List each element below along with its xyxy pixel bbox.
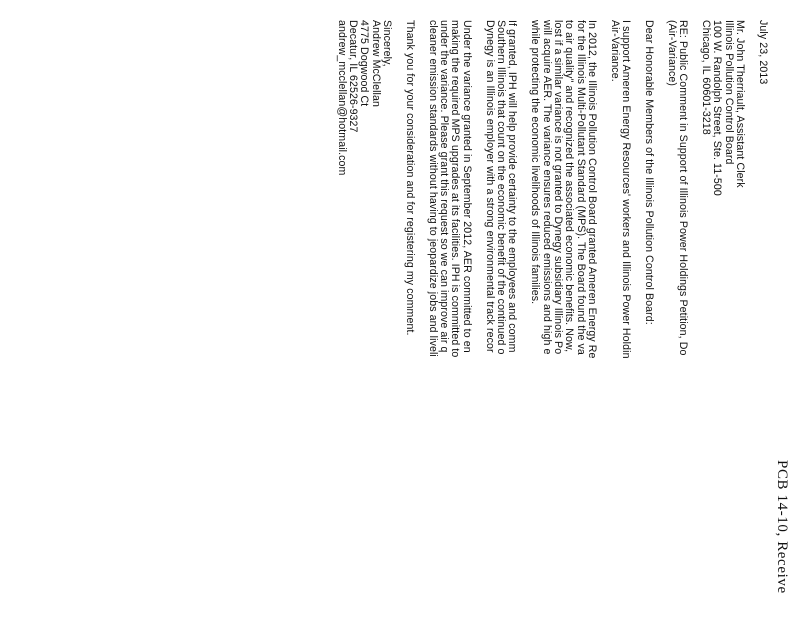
paragraph-line: under the variance. Please grant this request so we can improve air q [438,20,451,353]
subject-line: RE: Public Comment in Support of Illinois Power Holdings Petition, Do [677,20,690,356]
sender-name: Andrew McClellan [369,20,382,107]
paragraph-line: I support Ameren Energy Resources' workers and Illinois Power Holdin [620,20,633,359]
paragraph-line: will acquire AER. The variance ensures reduced emissions and high e [540,20,553,355]
signoff: Sincerely, [381,20,394,67]
paragraph-line: Air-Variance. [608,20,621,82]
paragraph-line: Dynegy is an Illinois employer with a strong environmental track recor [483,20,496,353]
salutation: Dear Honorable Members of the Illinois Pollution Control Board: [643,20,656,325]
sender-address: 4775 Dogwood Ct [358,20,371,107]
paragraph-line: making the required MPS upgrades at its facilities. IPH is committed to [449,20,462,358]
letter-body [335,20,768,618]
recipient-line: Mr. John Therriault, Assistant Clerk [734,20,747,188]
closing-line: Thank you for your consideration and for registering my comment. [403,20,416,336]
paragraph-line: cleaner emission standards without having to jeopardize jobs and liveli [426,20,439,357]
sender-email: andrew_mcclellan@hotmail.com [335,20,348,176]
recipient-line: 100 W. Randolph Street, Ste. 11-500 [711,20,724,196]
paragraph-line: If granted, IPH will help provide certainty to the employees and comm [506,20,519,353]
paragraph-line: for the Illinois Multi-Pollutant Standard (MPS). The Board found the va [574,20,587,355]
paragraph-line: lost if a similar variance is not granted to Dynegy subsidiary Illinois Po [551,20,564,355]
subject-line: (Air-Variance) [665,20,678,86]
paragraph-line: while protecting the economic livelihoods of Illinois families. [529,20,542,305]
letter-date: July 23, 2013 [757,20,769,85]
paragraph-line: Under the variance granted in September 2012, AER committed to en [460,20,473,353]
sender-address: Decatur, IL 62526-9327 [346,20,359,133]
docket-stamp: PCB 14-10, Receive [774,460,790,594]
paragraph-line: to air quality" and recognized the associated economic benefits. Now, [563,20,576,353]
paragraph-line: Southern Illinois that count on the economic benefit of the continued o [495,20,508,355]
paragraph-line: In 2012, the Illinois Pollution Control Board granted Ameren Energy Re [586,20,599,359]
recipient-line: Illinois Pollution Control Board [722,20,735,165]
recipient-line: Chicago, IL 60601-3218 [700,20,713,135]
